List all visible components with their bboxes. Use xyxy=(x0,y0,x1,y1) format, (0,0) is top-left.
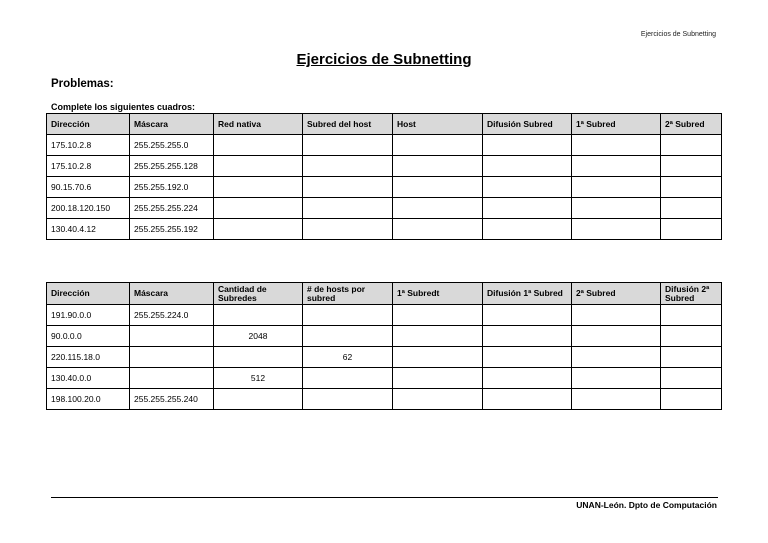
instruction-text: Complete los siguientes cuadros: xyxy=(51,102,196,112)
table-cell xyxy=(572,177,661,198)
table-cell xyxy=(214,389,303,410)
table-cell: 255.255.255.224 xyxy=(130,198,214,219)
column-header: Host xyxy=(393,114,483,135)
table-cell xyxy=(483,347,572,368)
table-cell xyxy=(303,219,393,240)
table-cell xyxy=(214,177,303,198)
subnet-table-2 xyxy=(46,282,722,410)
table-cell xyxy=(572,326,661,347)
table-cell: 198.100.20.0 xyxy=(47,389,130,410)
table-cell xyxy=(214,219,303,240)
table-cell: 255.255.255.240 xyxy=(130,389,214,410)
table-row xyxy=(47,305,722,326)
table-cell: 175.10.2.8 xyxy=(47,135,130,156)
footer-divider xyxy=(51,497,718,498)
column-header: Dirección xyxy=(47,283,130,305)
table-cell xyxy=(483,156,572,177)
column-header: Máscara xyxy=(130,283,214,305)
table-cell xyxy=(483,305,572,326)
table-cell xyxy=(572,198,661,219)
table-cell: 512 xyxy=(214,368,303,389)
table-cell xyxy=(214,347,303,368)
section-heading: Problemas: xyxy=(51,78,114,90)
table-cell xyxy=(661,135,722,156)
table-cell: 191.90.0.0 xyxy=(47,305,130,326)
table-row xyxy=(47,219,722,240)
table-cell xyxy=(303,156,393,177)
table-cell xyxy=(393,156,483,177)
table-cell xyxy=(303,198,393,219)
table-cell xyxy=(214,198,303,219)
table-cell xyxy=(130,347,214,368)
table-cell xyxy=(572,156,661,177)
table-cell xyxy=(661,198,722,219)
table-cell: 255.255.255.0 xyxy=(130,135,214,156)
table-cell xyxy=(572,347,661,368)
table-cell xyxy=(303,326,393,347)
table-cell xyxy=(661,347,722,368)
table-cell xyxy=(572,135,661,156)
column-header: Dirección xyxy=(47,114,130,135)
table-cell xyxy=(661,389,722,410)
table-cell xyxy=(483,177,572,198)
table-cell: 200.18.120.150 xyxy=(47,198,130,219)
table-row xyxy=(47,135,722,156)
table-cell xyxy=(393,177,483,198)
table-cell xyxy=(303,368,393,389)
table-cell xyxy=(572,389,661,410)
table-cell xyxy=(572,219,661,240)
table-cell xyxy=(661,368,722,389)
table-cell xyxy=(303,135,393,156)
table-cell: 255.255.255.192 xyxy=(130,219,214,240)
table-cell: 255.255.192.0 xyxy=(130,177,214,198)
table-cell xyxy=(393,326,483,347)
table-cell: 90.0.0.0 xyxy=(47,326,130,347)
table-cell xyxy=(483,389,572,410)
table-cell: 175.10.2.8 xyxy=(47,156,130,177)
table-cell xyxy=(661,326,722,347)
column-header: 2ª Subred xyxy=(661,114,722,135)
running-header: Ejercicios de Subnetting xyxy=(640,31,716,38)
table-row xyxy=(47,198,722,219)
table-cell xyxy=(393,135,483,156)
table-row xyxy=(47,326,722,347)
column-header: Subred del host xyxy=(303,114,393,135)
table-row xyxy=(47,389,722,410)
column-header: Red nativa xyxy=(214,114,303,135)
table-cell xyxy=(303,389,393,410)
table-row xyxy=(47,156,722,177)
table-cell xyxy=(393,219,483,240)
column-header: Difusión 2ª Subred xyxy=(661,283,722,305)
table-cell xyxy=(483,368,572,389)
table-cell xyxy=(661,156,722,177)
table-row xyxy=(47,347,722,368)
table-cell: 62 xyxy=(303,347,393,368)
table-cell xyxy=(661,177,722,198)
table-cell xyxy=(393,389,483,410)
table-cell xyxy=(393,368,483,389)
table-header-row xyxy=(47,114,722,135)
table-cell: 2048 xyxy=(214,326,303,347)
table-cell: 220.115.18.0 xyxy=(47,347,130,368)
table-cell: 255.255.255.128 xyxy=(130,156,214,177)
document-title: Ejercicios de Subnetting xyxy=(296,51,472,68)
table-cell xyxy=(214,156,303,177)
column-header: Máscara xyxy=(130,114,214,135)
table-cell xyxy=(661,219,722,240)
column-header: Cantidad de Subredes xyxy=(214,283,303,305)
column-header: Difusión 1ª Subred xyxy=(483,283,572,305)
table-cell xyxy=(572,368,661,389)
table-cell: 90.15.70.6 xyxy=(47,177,130,198)
column-header: 1ª Subred xyxy=(572,114,661,135)
column-header: 2ª Subred xyxy=(572,283,661,305)
table-row xyxy=(47,177,722,198)
table-row xyxy=(47,368,722,389)
table-cell xyxy=(393,347,483,368)
table-cell xyxy=(303,177,393,198)
table-cell xyxy=(661,305,722,326)
table-cell xyxy=(130,326,214,347)
table-cell xyxy=(214,305,303,326)
table-cell xyxy=(483,326,572,347)
table-cell: 130.40.4.12 xyxy=(47,219,130,240)
table-cell xyxy=(393,305,483,326)
table-cell xyxy=(483,219,572,240)
table-cell xyxy=(572,305,661,326)
table-header-row xyxy=(47,283,722,305)
table-cell: 130.40.0.0 xyxy=(47,368,130,389)
footer-text: UNAN-León. Dpto de Computación xyxy=(576,500,717,510)
column-header: # de hosts por subred xyxy=(303,283,393,305)
table-cell xyxy=(303,305,393,326)
table-cell xyxy=(130,368,214,389)
table-cell xyxy=(483,135,572,156)
table-cell xyxy=(393,198,483,219)
subnet-table-1 xyxy=(46,113,722,240)
table-cell xyxy=(214,135,303,156)
table-cell xyxy=(483,198,572,219)
column-header: 1ª Subredt xyxy=(393,283,483,305)
column-header: Difusión Subred xyxy=(483,114,572,135)
table-cell: 255.255.224.0 xyxy=(130,305,214,326)
